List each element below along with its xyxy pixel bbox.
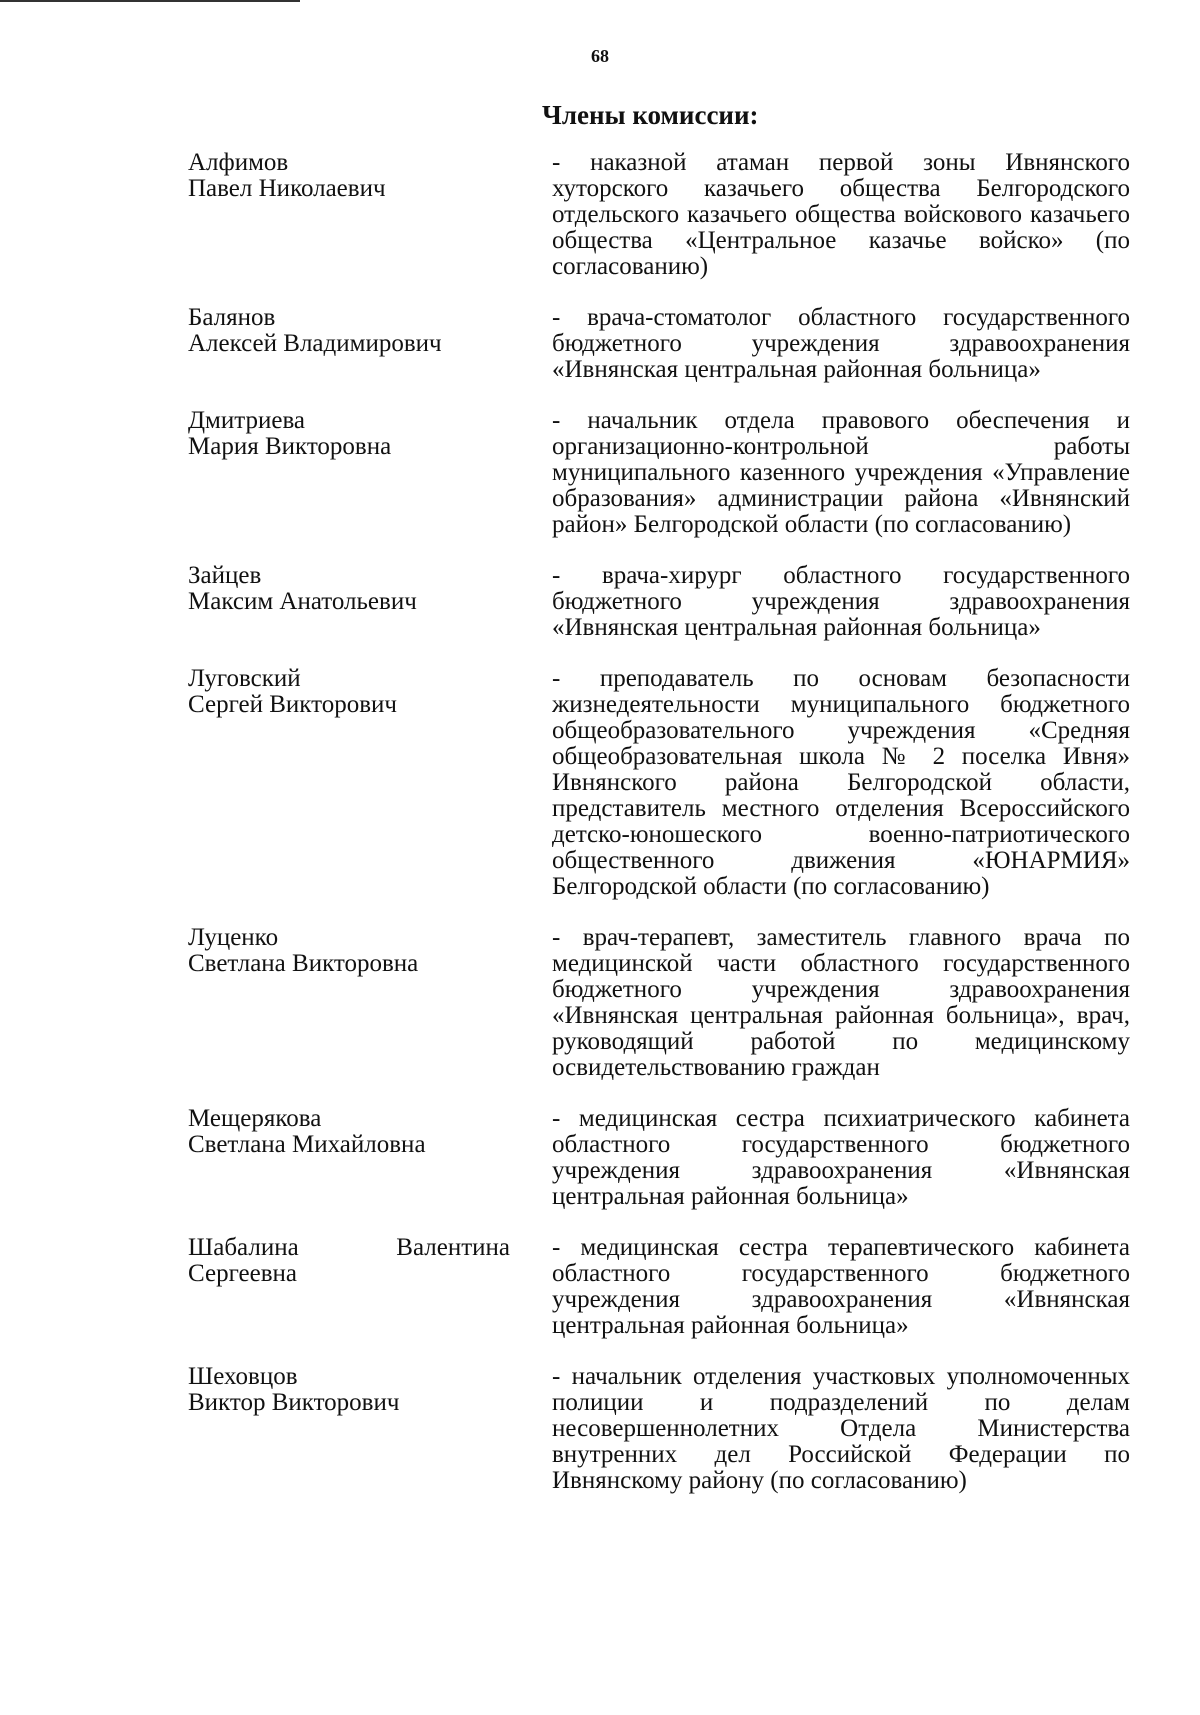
member-given-names: Светлана Викторовна <box>188 950 419 977</box>
member-given-names: Светлана Михайловна <box>188 1131 426 1158</box>
member-given-names: Алексей Владимирович <box>188 330 442 357</box>
member-given-names: Мария Викторовна <box>188 433 392 460</box>
member-name <box>188 666 510 900</box>
member-role: - врача-стоматолог областного государственного бюджетного учреждения здравоохранения «Ивнянская центральная районная больница» <box>552 304 1130 383</box>
member-surname: Дмитриева <box>188 407 306 434</box>
member-surname: Мещерякова <box>188 1105 322 1132</box>
member-name <box>188 408 510 538</box>
member-surname: Балянов <box>188 304 276 331</box>
member-name <box>188 563 510 641</box>
member-entry <box>188 408 1132 538</box>
member-surname: Зайцев <box>188 562 262 589</box>
member-given-names: Павел Николаевич <box>188 175 386 202</box>
member-entry <box>188 305 1132 383</box>
top-rule <box>0 0 300 2</box>
member-surname: Луценко <box>188 924 279 951</box>
member-entry <box>188 150 1132 280</box>
members-list <box>188 150 1132 1519</box>
member-surname: Алфимов <box>188 149 289 176</box>
member-entry <box>188 1235 1132 1339</box>
member-surname: Шеховцов <box>188 1363 298 1390</box>
member-role: - начальник отделения участковых уполномоченных полиции и подразделений по делам несовершеннолетних Отдела Министерства внутренних дел Российской Федерации по Ивнянскому району (по согласованию) <box>552 1363 1130 1494</box>
member-entry <box>188 563 1132 641</box>
member-given-names: Виктор Викторович <box>188 1389 400 1416</box>
member-name <box>188 925 510 1081</box>
member-entry <box>188 1364 1132 1494</box>
member-role: - преподаватель по основам безопасности жизнедеятельности муниципального бюджетного общеобразовательного учреждения «Средняя общеобразовательная школа № 2 поселка Ивня» Ивнянского района Белгородской области, представитель местного отделения Всероссийского детско-юношеского военно-патриотического общественного движения «ЮНАРМИЯ» Белгородской области (по согласованию) <box>552 665 1130 900</box>
member-name <box>188 305 510 383</box>
member-entry <box>188 666 1132 900</box>
member-name <box>188 150 510 280</box>
member-role: - медицинская сестра терапевтического кабинета областного государственного бюджетного учреждения здравоохранения «Ивнянская центральная районная больница» <box>552 1234 1130 1339</box>
member-given-names: Максим Анатольевич <box>188 588 417 615</box>
section-title: Члены комиссии: <box>542 100 759 130</box>
member-entry <box>188 925 1132 1081</box>
member-role: - врача-хирург областного государственного бюджетного учреждения здравоохранения «Ивнянская центральная районная больница» <box>552 562 1130 641</box>
member-role: - начальник отдела правового обеспечения и организационно-контрольной работы муниципального казенного учреждения «Управление образования» администрации района «Ивнянский район» Белгородской области (по согласованию) <box>552 407 1130 538</box>
member-role: - медицинская сестра психиатрического кабинета областного государственного бюджетного учреждения здравоохранения «Ивнянская центральная районная больница» <box>552 1105 1130 1210</box>
page-number: 68 <box>591 46 609 66</box>
member-name <box>188 1235 510 1339</box>
member-role: - врач-терапевт, заместитель главного врача по медицинской части областного государственного бюджетного учреждения здравоохранения «Ивнянская центральная районная больница», врач, руководящий работой по медицинскому освидетельствованию граждан <box>552 924 1130 1081</box>
member-name <box>188 1364 510 1494</box>
member-surname: Луговский <box>188 665 301 692</box>
member-surname: Шабалина Валентина <box>188 1234 510 1261</box>
member-given-names: Сергеевна <box>188 1260 297 1287</box>
member-entry <box>188 1106 1132 1210</box>
member-given-names: Сергей Викторович <box>188 691 397 718</box>
member-name <box>188 1106 510 1210</box>
member-role: - наказной атаман первой зоны Ивнянского хуторского казачьего общества Белгородского отдельского казачьего общества войскового казачьего общества «Центральное казачье войско» (по согласованию) <box>552 149 1130 280</box>
